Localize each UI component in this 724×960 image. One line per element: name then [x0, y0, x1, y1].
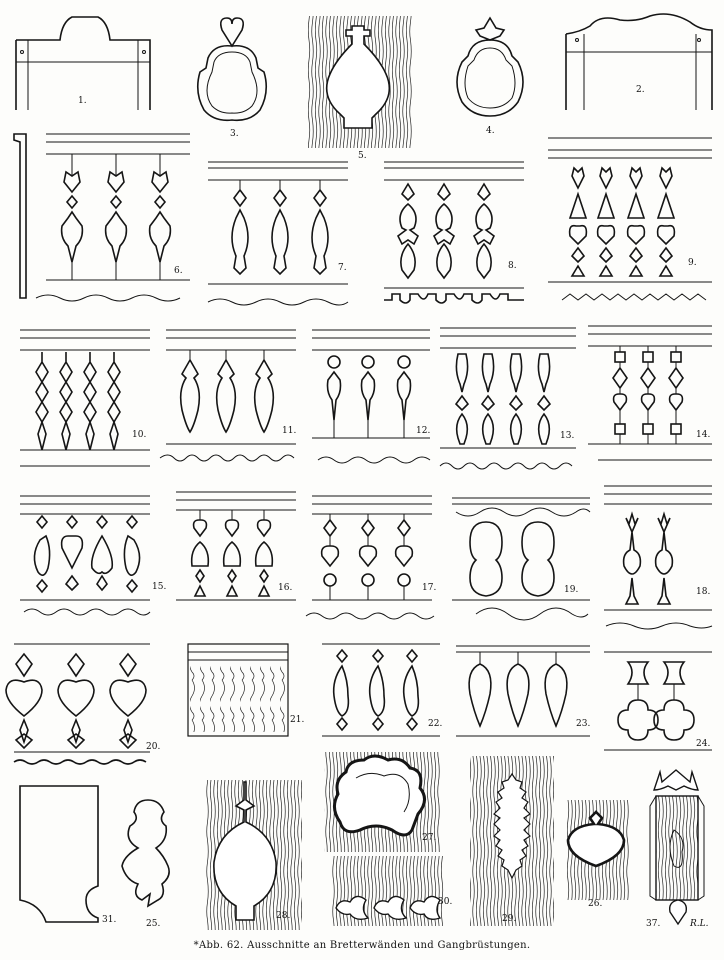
figure-number-18: 18.	[696, 587, 711, 597]
figure-9-balustrade-tulips	[548, 138, 712, 300]
figure-17-balustrade-heart-circle	[306, 496, 437, 619]
figure-5-wood-onion-opening	[308, 16, 412, 148]
figure-number-17: 17.	[422, 583, 437, 593]
figure-number-22: 22.	[428, 719, 443, 729]
figure-37-wood-carved-post	[650, 770, 704, 924]
figure-15-balustrade-hearts	[20, 496, 150, 615]
figure-number-29: 29.	[502, 914, 517, 924]
figure-28-wood-onion-opening	[206, 780, 302, 930]
figure-25-opening-profile	[122, 800, 169, 906]
figure-13-balustrade-scrolls	[440, 328, 576, 469]
figure-number-19: 19.	[564, 585, 579, 595]
figure-number-30: 30.	[438, 897, 453, 907]
figure-12-balustrade-circles	[312, 330, 430, 463]
figure-number-2: 2.	[636, 85, 645, 95]
figure-22-balustrade-s-curves	[322, 644, 443, 736]
figure-7-balustrade-vase	[208, 162, 348, 305]
figure-number-7: 7.	[338, 263, 347, 273]
figure-10-balustrade-diamonds	[20, 330, 150, 466]
figure-18-balustrade-tulip-post	[604, 486, 712, 629]
figure-number-14: 14.	[696, 430, 711, 440]
figure-29-wood-serrated-opening	[470, 756, 554, 926]
figure-number-23: 23.	[576, 719, 591, 729]
figure-number-15: 15.	[152, 582, 167, 592]
figure-number-31: 31.	[102, 915, 117, 925]
figure-number-24: 24.	[696, 739, 711, 749]
figure-number-27: 27.	[422, 833, 437, 843]
figure-number-21: 21.	[290, 715, 305, 725]
figure-number-8: 8.	[508, 261, 517, 271]
figure-number-16: 16.	[278, 583, 293, 593]
figure-21-wavy-board	[188, 644, 288, 736]
figure-number-10: 10.	[132, 430, 147, 440]
figure-23-balustrade-spades	[456, 646, 590, 736]
figure-30-wood-board-openings	[332, 856, 444, 926]
artist-signature: R.L.	[690, 919, 709, 929]
figure-31-board-end	[20, 786, 98, 922]
figure-3-lobed-opening	[198, 18, 267, 120]
figure-number-6: 6.	[174, 266, 183, 276]
figure-8-balustrade-drop	[384, 162, 524, 303]
figure-number-28: 28.	[276, 911, 291, 921]
figure-number-25: 25.	[146, 919, 161, 929]
figure-20-balustrade-heart-chain	[6, 644, 150, 764]
figure-number-9: 9.	[688, 258, 697, 268]
figure-14-balustrade-squares	[588, 326, 712, 460]
baluster-row	[62, 154, 171, 280]
figure-6-balustrade-tulip-heart	[14, 134, 190, 301]
figure-24-quatrefoil-chain	[604, 652, 712, 750]
figure-19-balustrade-gourds	[452, 498, 590, 620]
figure-number-1: 1.	[78, 96, 87, 106]
figure-number-26: 26.	[588, 899, 603, 909]
figure-number-12: 12.	[416, 426, 431, 436]
figure-number-3: 3.	[230, 129, 239, 139]
figure-2-board-gable	[566, 14, 712, 110]
figure-number-20: 20.	[146, 742, 161, 752]
figure-number-11: 11.	[282, 426, 297, 436]
figure-number-5: 5.	[358, 151, 367, 161]
figure-number-13: 13.	[560, 431, 575, 441]
figure-number-4: 4.	[486, 126, 495, 136]
plate-caption: *Abb. 62. Ausschnitte an Bretterwänden und Gangbrüstungen.	[193, 940, 531, 951]
figure-26-wood-heart-opening	[566, 800, 630, 900]
figure-4-ornate-opening	[457, 18, 523, 116]
figure-number-37: 37.	[646, 919, 661, 929]
figure-11-balustrade-bulbs	[160, 330, 296, 461]
